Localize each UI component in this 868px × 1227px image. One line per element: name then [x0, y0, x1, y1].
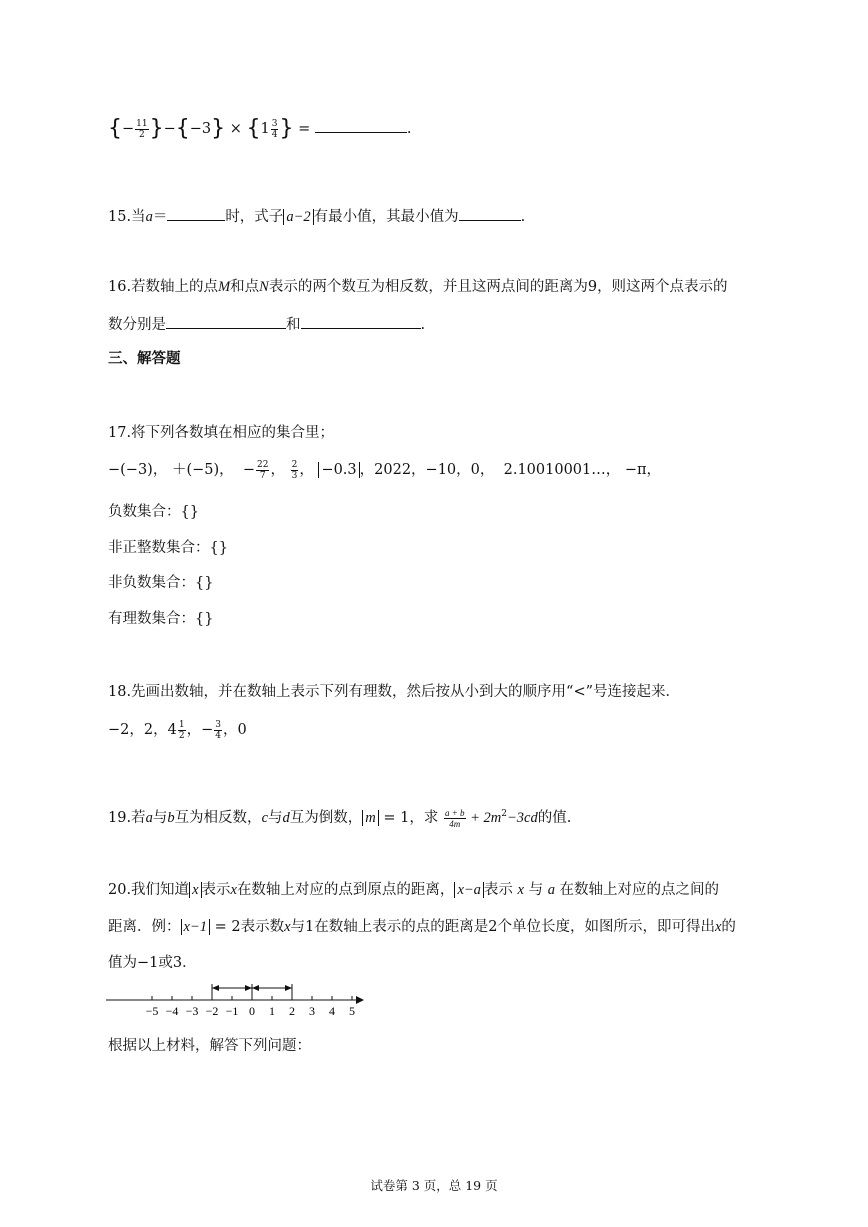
minus-sign: − — [122, 121, 135, 137]
axis-arrow-icon — [356, 996, 364, 1004]
arrowhead-icon — [212, 985, 219, 991]
question-20-line3: 值为−1或3． — [108, 955, 197, 971]
fraction-1-2: $\frac{1}{2}$ — [178, 719, 185, 741]
page-footer: 试卷第 3 页，总 19 页 — [370, 1178, 498, 1193]
axis-tick-label: 1 — [269, 1004, 275, 1018]
section-heading: 三、解答题 — [108, 350, 181, 367]
answer-blank-2[interactable] — [301, 314, 421, 329]
axis-tick-label: 3 — [309, 1004, 315, 1018]
answer-blank-1[interactable] — [166, 314, 286, 329]
fraction-2-3: $\frac{2}{3}$ — [291, 459, 298, 481]
q14-expression: {− $\frac{11}{2}$ }−{−3} × {1 $\frac{3}{4}$ } = . — [108, 116, 412, 141]
term-minus-3: −3 — [189, 121, 212, 137]
question-16-line2: 数分别是 和 . — [108, 313, 425, 334]
question-19: 19.若a与b互为相反数，c与d互为倒数， m = 1，求 $\frac{a + b}{4m}$ + $2m^2-3cd$的值. — [108, 807, 572, 829]
equals-sign: = — [298, 121, 311, 137]
question-18-title: 18.先画出数轴，并在数轴上表示下列有理数，然后按从小到大的顺序用“<”号连接起来． — [108, 684, 681, 700]
axis-tick-label: 2 — [289, 1004, 295, 1018]
abs-m: m — [362, 810, 378, 826]
abs-expression: a−2 — [283, 209, 313, 225]
axis-tick-label: −5 — [145, 1004, 159, 1018]
question-17-numbers: −(−3)， ＋(−5)， − $\frac{22}{7}$ ， $\frac{2}{3}$ ， −0.3 ，2022，−10，0， 2.10010001…， −π， — [108, 459, 662, 481]
answer-blank-2[interactable] — [459, 206, 521, 221]
question-20-line2: 距离．例： x−1 = 2表示数x与1在数轴上表示的点的距离是2个单位长度，如图所示，即可得出x的 — [108, 919, 736, 935]
answer-blank-1[interactable] — [167, 206, 225, 221]
minus-sign: − — [163, 121, 176, 137]
question-20-line1: 20.我们知道 x 表示x在数轴上对应的点到原点的距离， x−a 表示 x 与 a 在数轴上对应的点之间的 — [108, 882, 720, 898]
set-rational: 有理数集合：{} — [108, 611, 214, 627]
mixed-whole: 1 — [260, 121, 270, 137]
brace-open: { — [108, 116, 122, 141]
arrowhead-icon — [252, 985, 259, 991]
fraction-a-plus-b-over-4m: $\frac{a + b}{4m}$ — [444, 807, 465, 829]
fraction-3-4: $\frac{3}{4}$ — [215, 719, 221, 741]
times-sign: × — [229, 121, 242, 137]
set-nonnegative: 非负数集合：{} — [108, 575, 214, 591]
axis-tick-label: −1 — [225, 1004, 239, 1018]
number-line-figure — [104, 980, 366, 1018]
axis-tick-label: −4 — [165, 1004, 179, 1018]
answer-blank[interactable] — [315, 118, 407, 133]
question-18-numbers: −2，2，4 $\frac{1}{2}$ ，− $\frac{3}{4}$ ，0 — [108, 719, 247, 741]
fraction-22-7: $\frac{22}{7}$ — [257, 459, 269, 481]
axis-tick-label: 0 — [249, 1004, 255, 1018]
fraction-3-4: $\frac{3}{4}$ — [271, 118, 278, 140]
question-16-line1: 16.若数轴上的点M和点N表示的两个数互为相反数，并且这两点间的距离为9，则这两个点表示的 — [108, 279, 728, 295]
axis-tick-label: −3 — [185, 1004, 199, 1018]
axis-ticks — [146, 996, 355, 1018]
axis-tick-label: 4 — [329, 1004, 335, 1018]
axis-tick-label: −2 — [205, 1004, 219, 1018]
abs-minus-0-3: −0.3 — [318, 462, 359, 478]
question-20-after: 根据以上材料，解答下列问题： — [108, 1038, 311, 1054]
arrowhead-icon — [245, 985, 252, 991]
axis-tick-label: 5 — [349, 1004, 355, 1018]
fraction-11-2: $\frac{11}{2}$ — [136, 118, 148, 140]
question-17-title: 17.将下列各数填在相应的集合里； — [108, 425, 335, 441]
question-15: 15.当a＝ 时，式子 a−2 有最小值，其最小值为 . — [108, 205, 525, 226]
set-nonpositive-integer: 非正整数集合：{} — [108, 540, 228, 556]
arrowhead-icon — [285, 985, 292, 991]
set-negative: 负数集合：{} — [108, 504, 199, 520]
